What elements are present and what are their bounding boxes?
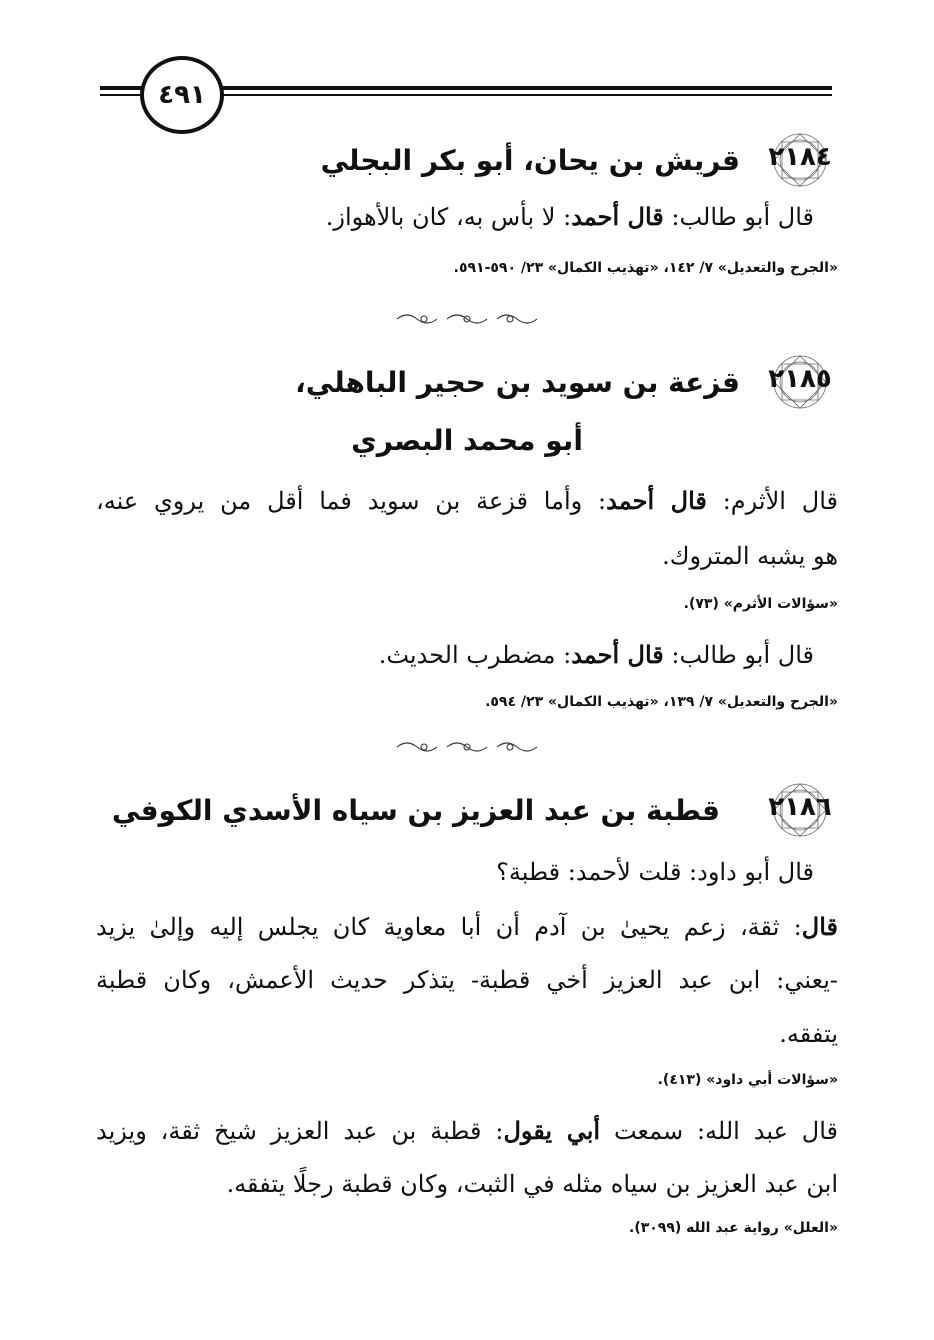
text-line: [96, 202, 814, 231]
text-run: : قطبة بن عبد العزيز شيخ ثقة، ويزيد: [96, 1117, 504, 1145]
entry-number: ٢١٨٤: [768, 142, 832, 172]
entry-subtitle: أبو محمد البصري: [351, 424, 583, 457]
reference-line: «الجرح والتعديل» ٧/ ١٣٩، «تهذيب الكمال» ٢٣/ ٥٩٤.: [485, 694, 838, 710]
bold-run: قال أحمد: [606, 486, 707, 515]
reference-line: «الجرح والتعديل» ٧/ ١٤٢، «تهذيب الكمال» ٢٣/ ٥٩٠-٥٩١.: [453, 260, 838, 276]
text-line: قال أبو داود: قلت لأحمد: قطبة؟: [496, 858, 814, 886]
entry-heading-2184: [321, 130, 838, 190]
text-run: : وأما قزعة بن سويد فما أقل من يروي عنه،: [96, 487, 607, 515]
page-number: ٤٩١: [140, 56, 224, 134]
text-run: قال الأثرم:: [706, 487, 838, 515]
entry-number: ٢١٨٥: [768, 364, 832, 394]
bold-run: أبي يقول: [503, 1116, 601, 1145]
text-run: قال عبد الله: سمعت: [600, 1117, 839, 1145]
text-run: قال أبو طالب:: [663, 203, 814, 231]
text-run: : ثقة، زعم يحيىٰ بن آدم أن أبا معاوية كان يجلس إليه وإلىٰ يزيد: [96, 913, 802, 941]
text-line: [96, 1116, 838, 1145]
entry-heading-2185: [295, 352, 838, 412]
text-line: ابن عبد العزيز بن سياه مثله في الثبت، وكان قطبة رجلًا يتفقه.: [226, 1170, 838, 1198]
text-line: هو يشبه المتروك.: [662, 542, 838, 570]
entry-title: قزعة بن سويد بن حجير الباهلي،: [295, 365, 740, 399]
entry-number-badge: [762, 130, 838, 190]
bold-run: قال أحمد: [571, 202, 664, 231]
text-run: : مضطرب الحديث.: [378, 641, 572, 669]
bold-run: قال: [801, 912, 838, 941]
text-run: قال أبو طالب:: [663, 641, 814, 669]
reference-line: «سؤالات الأثرم» (٧٣).: [683, 596, 838, 612]
entry-heading-2186: [112, 780, 838, 840]
text-line: -يعني: ابن عبد العزيز أخي قطبة- يتذكر حديث الأعمش، وكان قطبة: [96, 966, 839, 994]
page-header: [100, 50, 832, 130]
entry-title: قطبة بن عبد العزيز بن سياه الأسدي الكوفي: [111, 793, 720, 827]
reference-line: «سؤالات أبي داود» (٤١٣).: [657, 1072, 838, 1088]
text-line: يتفقه.: [779, 1020, 838, 1048]
text-line: [96, 912, 838, 941]
section-divider: [0, 736, 934, 762]
entry-number-badge: [762, 352, 838, 412]
entry-number: ٢١٨٦: [768, 792, 832, 822]
text-line: [96, 486, 838, 515]
entry-number-badge: [762, 780, 838, 840]
divider-ornament-icon: [392, 308, 542, 330]
text-run: : لا بأس به، كان بالأهواز.: [325, 203, 572, 231]
entry-title: قريش بن يحان، أبو بكر البجلي: [320, 143, 740, 177]
bold-run: قال أحمد: [571, 640, 664, 669]
reference-line: «العلل» رواية عبد الله (٣٠٩٩).: [629, 1220, 838, 1236]
section-divider: [0, 308, 934, 334]
divider-ornament-icon: [392, 736, 542, 758]
text-line: [96, 640, 814, 669]
